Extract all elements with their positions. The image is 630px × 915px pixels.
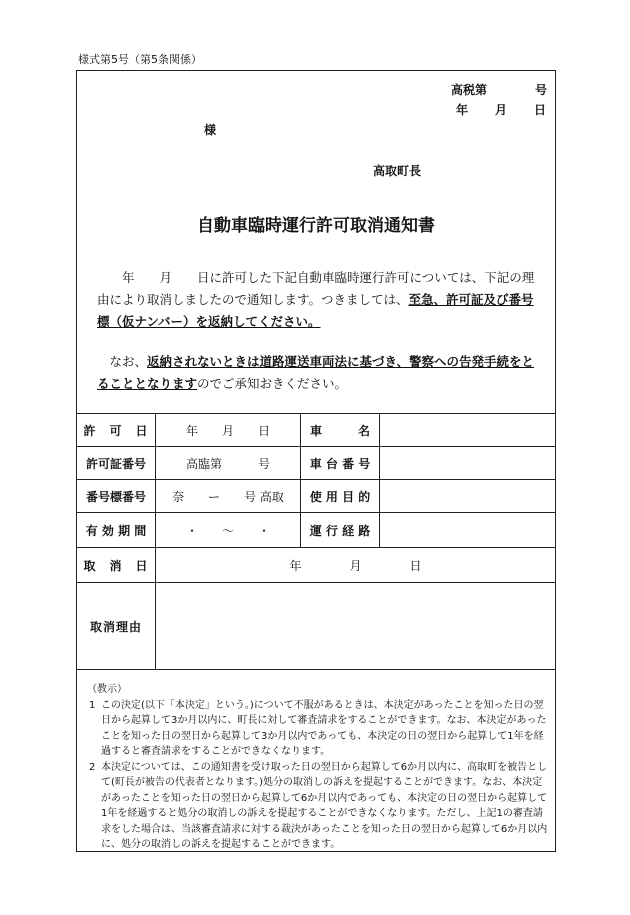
validity-period-value: ・ ～ ・ xyxy=(156,513,301,548)
instruction-number: 1 xyxy=(89,699,96,711)
cancel-reason-value xyxy=(156,583,556,670)
table-row xyxy=(77,583,556,670)
plate-number-label: 番号標番号 xyxy=(77,480,156,513)
purpose-label: 使 用 目 的 xyxy=(301,480,380,513)
permit-date-value: 年 月 日 xyxy=(156,414,301,447)
form-number: 様式第5号（第5条関係） xyxy=(78,53,202,66)
instruction-text: 本決定については、この通知書を受け取った日の翌日から起算して6か月以内に、高取町を被告として(町長が被告の代表者となります。)処分の取消しの訴えを提起することができます。なお、本決定があったことを知った日の翌日から起算して6か月以内であっても、本決定の日の翌日から起算して1年を経過すると処分の取消しの訴えを提起することができなくなります。ただし、上記1の審査請求をした場合は、当該審査請求に対する裁決があったことを知った日の翌日から起算して6か月以内に、処分の取消しの訴えを提起することができます。 xyxy=(101,761,548,850)
cancel-reason-label: 取消理由 xyxy=(77,583,156,670)
issuer: 高取町長 xyxy=(373,164,422,178)
permit-number-label: 許可証番号 xyxy=(77,447,156,480)
chassis-number-label: 車 台 番 号 xyxy=(301,447,380,480)
instruction-number: 2 xyxy=(89,761,96,773)
instructions-heading: （教示） xyxy=(87,684,127,695)
vehicle-name-label: 車 名 xyxy=(301,414,380,447)
document-title: 自動車臨時運行許可取消通知書 xyxy=(197,216,435,236)
validity-period-label: 有 効 期 間 xyxy=(77,513,156,548)
recipient-honorific: 様 xyxy=(204,123,217,137)
notice-frame xyxy=(76,70,556,852)
permit-number-value: 高臨第 号 xyxy=(156,447,301,480)
table-row xyxy=(77,548,556,583)
table-row xyxy=(77,513,556,548)
route-value xyxy=(380,513,556,548)
plate-number-value: 奈 ー 号 高取 xyxy=(156,480,301,513)
table-row xyxy=(77,480,556,513)
document-number: 高税第 号 xyxy=(450,83,547,97)
para1-text: 年 月 日に許可した下記自動車臨時運行許可については、下記の理由により取消しましたので通知します。つきましては、 xyxy=(97,270,535,307)
instructions xyxy=(87,682,549,853)
permit-date-label: 許 可 日 xyxy=(77,414,156,447)
document-date: 年 月 日 xyxy=(455,103,547,117)
para2-emphasis: 返納されないときは道路運送車両法に基づき、警察への告発手続をとることとなります xyxy=(97,354,535,391)
purpose-value xyxy=(380,480,556,513)
instruction-item-2 xyxy=(87,760,549,853)
body-paragraph-2 xyxy=(97,351,537,395)
para2-prefix: なお、 xyxy=(97,354,148,369)
para1-emphasis: 至急、許可証及び番号標（仮ナンバー）を返納してください。 xyxy=(97,292,534,329)
route-label: 運 行 経 路 xyxy=(301,513,380,548)
para2-suffix: のでご承知おきください。 xyxy=(197,376,348,391)
chassis-number-value xyxy=(380,447,556,480)
cancel-date-value: 年 月 日 xyxy=(156,548,556,583)
body-paragraph-1 xyxy=(97,267,537,333)
table-row xyxy=(77,447,556,480)
vehicle-name-value xyxy=(380,414,556,447)
permit-details-table xyxy=(76,413,556,670)
instruction-text: この決定(以下「本決定」という。)について不服があるときは、本決定があったことを知った日の翌日から起算して3か月以内に、町長に対して審査請求をすることができます。なお、本決定があったことを知った日の翌日から起算して3か月以内であっても、本決定の日の翌日から起算して1年を経過すると審査請求をすることができなくなります。 xyxy=(101,699,547,757)
instruction-item-1 xyxy=(87,698,549,760)
cancel-date-label: 取 消 日 xyxy=(77,548,156,583)
table-row xyxy=(77,414,556,447)
